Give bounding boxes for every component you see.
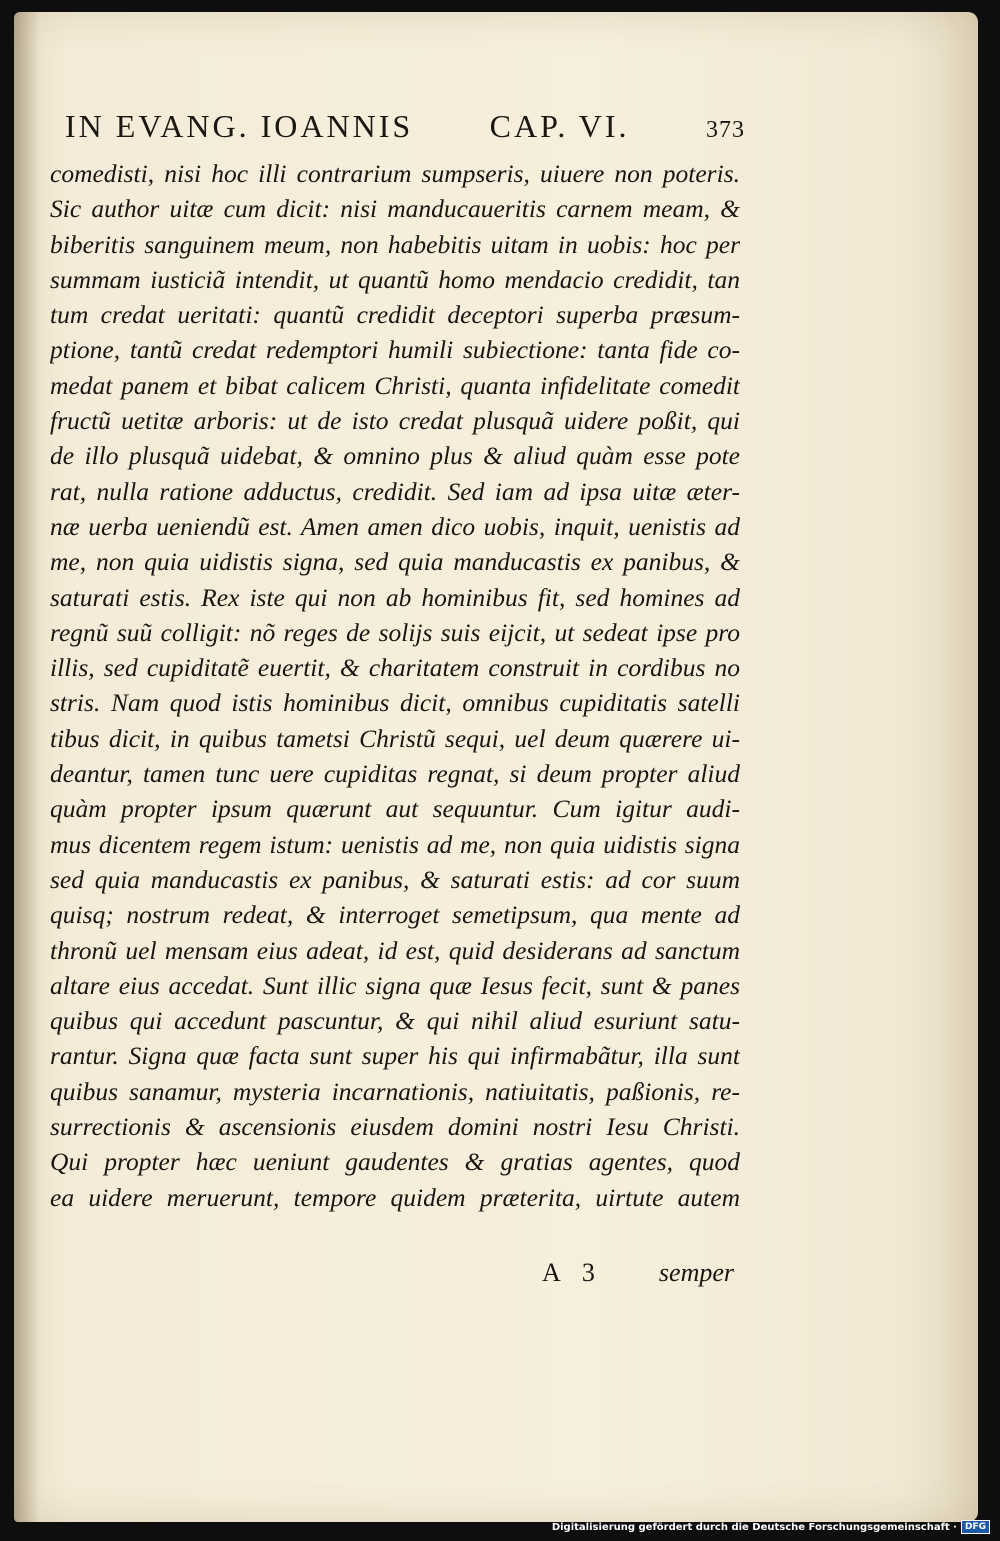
text-line: summam iusticiã intendit, ut quantũ homo mendacio credidit, tan [50, 264, 740, 294]
text-line: tibus dicit, in quibus tametsi Christũ sequi, uel deum quærere ui- [50, 723, 740, 753]
text-line: quàm propter ipsum quærunt aut sequuntur. Cum igitur audi- [50, 794, 740, 824]
text-line: saturati estis. Rex iste qui non ab hominibus fit, sed homines ad [50, 582, 740, 612]
text-line: ea uidere meruerunt, tempore quidem præterita, uirtute autem [50, 1182, 740, 1212]
credit-text: Digitalisierung gefördert durch die Deutsche Forschungsgemeinschaft · [551, 1521, 957, 1533]
text-line: ptione, tantũ credat redemptori humili subiectione: tanta fide co- [50, 335, 740, 365]
text-line: stris. Nam quod istis hominibus dicit, omnibus cupiditatis satelli [50, 688, 740, 718]
text-line: me, non quia uidistis signa, sed quia manducastis ex panibus, & [50, 547, 740, 577]
text-line: quibus sanamur, mysteria incarnationis, natiuitatis, paßionis, re- [50, 1076, 740, 1106]
text-line: rat, nulla ratione adductus, credidit. Sed iam ad ipsa uitæ æter- [50, 476, 740, 506]
running-head-title: IN EVANG. IOANNIS [65, 108, 414, 144]
text-line: tum credat ueritati: quantũ credidit deceptori superba præsum- [50, 300, 740, 330]
page-number: 373 [706, 117, 745, 143]
page-footer-line [50, 1258, 740, 1294]
text-line: rantur. Signa quæ facta sunt super his qui infirmabãtur, illa sunt [50, 1041, 740, 1071]
running-head-chapter: CAP. VI. [489, 108, 630, 144]
text-line: Qui propter hæc ueniunt gaudentes & gratias agentes, quod [50, 1147, 740, 1177]
body-text [50, 156, 740, 1215]
text-line: thronũ uel mensam eius adeat, id est, quid desiderans ad sanctum [50, 935, 740, 965]
text-line: sed quia manducastis ex panibus, & saturati estis: ad cor suum [50, 864, 740, 894]
text-line: surrectionis & ascensionis eiusdem domini nostri Iesu Christi. [50, 1112, 740, 1142]
text-line: de illo plusquã uidebat, & omnino plus & aliud quàm esse pote [50, 441, 740, 471]
digitization-credit [552, 1520, 990, 1534]
text-line: deantur, tamen tunc uere cupiditas regnat, si deum propter aliud [50, 759, 740, 789]
text-line: fructũ uetitæ arboris: ut de isto credat plusquã uidere poßit, qui [50, 406, 740, 436]
text-line: illis, sed cupiditatẽ euertit, & charitatem construit in cordibus no [50, 653, 740, 683]
dfg-logo: DFG [961, 1520, 990, 1534]
text-line: næ uerba ueniendũ est. Amen amen dico uobis, inquit, uenistis ad [50, 511, 740, 541]
catchword: semper [658, 1258, 734, 1287]
text-line: quibus qui accedunt pascuntur, & qui nihil aliud esuriunt satu- [50, 1006, 740, 1036]
text-line: regnũ suũ colligit: nõ reges de solijs suis eijcit, ut sedeat ipse pro [50, 617, 740, 647]
text-line: Sic author uitæ cum dicit: nisi manducaueritis carnem meam, & [50, 194, 740, 224]
text-line: quisq; nostrum redeat, & interroget semetipsum, qua mente ad [50, 900, 740, 930]
text-line: biberitis sanguinem meum, non habebitis uitam in uobis: hoc per [50, 229, 740, 259]
text-line: comedisti, nisi hoc illi contrarium sumpseris, uiuere non poteris. [50, 159, 740, 188]
page-gutter-shadow [14, 12, 40, 1522]
running-head [65, 108, 745, 152]
signature-mark: A 3 [542, 1258, 603, 1287]
text-line: altare eius accedat. Sunt illic signa quæ Iesus fecit, sunt & panes [50, 970, 740, 1000]
text-line: medat panem et bibat calicem Christi, quanta infidelitate comedit [50, 370, 740, 400]
text-line: mus dicentem regem istum: uenistis ad me, non quia uidistis signa [50, 829, 740, 859]
